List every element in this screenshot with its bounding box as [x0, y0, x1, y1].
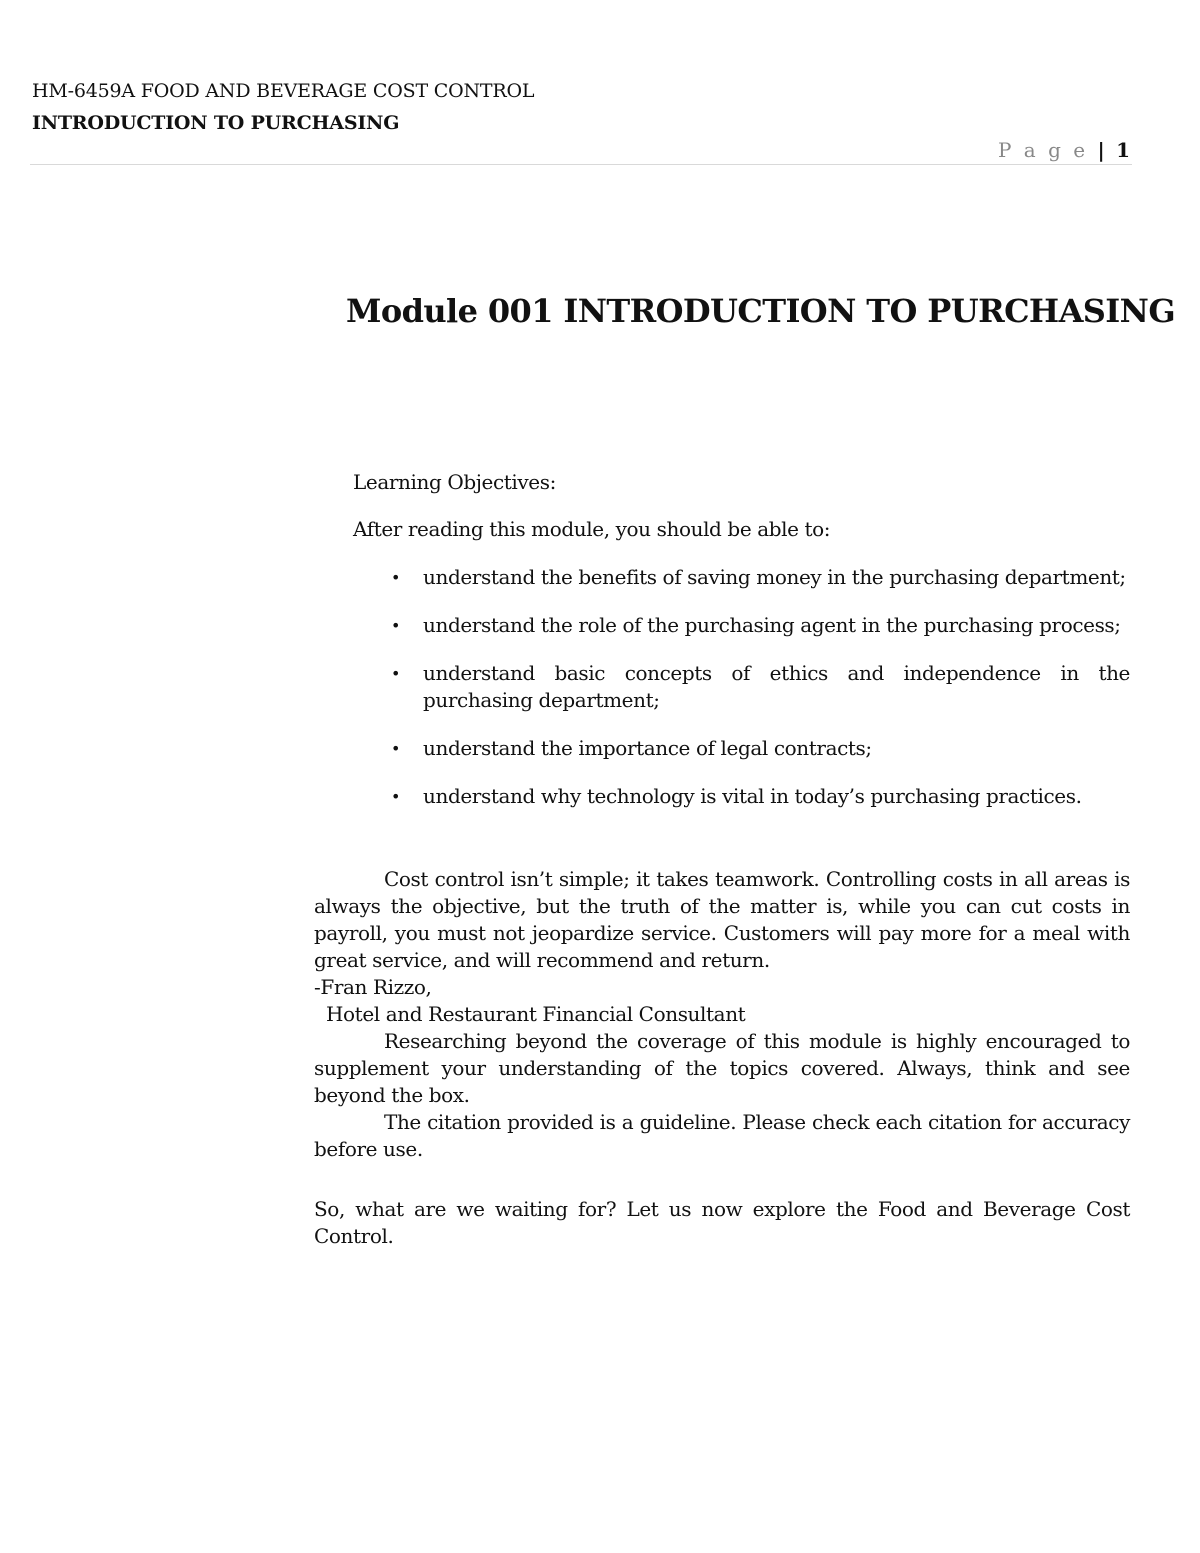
objective-item [385, 735, 1130, 762]
page-number [998, 138, 1130, 162]
objectives-heading: Learning Objectives: [353, 470, 556, 494]
objectives-list [385, 564, 1130, 831]
closing-paragraph: So, what are we waiting for? Let us now explore the Food and Beverage Cost Control. [314, 1197, 1130, 1248]
body-section [314, 866, 1130, 1163]
bullet-icon: • [391, 787, 401, 806]
header-divider [30, 164, 1132, 165]
objective-text: understand the role of the purchasing agent in the purchasing process; [423, 613, 1121, 637]
closing-section [314, 1196, 1130, 1250]
bullet-icon: • [391, 739, 401, 758]
objective-item [385, 660, 1130, 714]
objectives-intro: After reading this module, you should be able to: [353, 517, 831, 541]
page-label: P a g e [997, 138, 1089, 162]
page-separator: | [1097, 138, 1105, 162]
quote-author-role: Hotel and Restaurant Financial Consultant [326, 1002, 746, 1026]
objective-text: understand the importance of legal contracts; [423, 736, 872, 760]
objective-item [385, 612, 1130, 639]
objective-text: understand why technology is vital in today’s purchasing practices. [423, 784, 1082, 808]
quote-author: -Fran Rizzo, [314, 975, 432, 999]
page-number-value: 1 [1116, 138, 1130, 162]
bullet-icon: • [391, 664, 401, 683]
research-paragraph: Researching beyond the coverage of this module is highly encouraged to supplement your understanding of the topics covered. Always, think and see beyond the box. [314, 1029, 1130, 1107]
objective-text: understand the benefits of saving money in the purchasing department; [423, 565, 1126, 589]
objective-item [385, 564, 1130, 591]
citation-paragraph: The citation provided is a guideline. Please check each citation for accuracy before use. [314, 1110, 1130, 1161]
topic-header: INTRODUCTION TO PURCHASING [32, 112, 400, 134]
course-header: HM-6459A FOOD AND BEVERAGE COST CONTROL [32, 80, 535, 102]
module-title: Module 001 INTRODUCTION TO PURCHASING [346, 292, 1176, 330]
objective-item [385, 783, 1130, 810]
quote-paragraph: Cost control isn’t simple; it takes teamwork. Controlling costs in all areas is always the objective, but the truth of the matter is, while you can cut costs in payroll, you must not jeopardize service. Customers will pay more for a meal with great service, and will recommend and return. [314, 867, 1130, 972]
objective-text: understand basic concepts of ethics and independence in the purchasing department; [423, 661, 1130, 712]
bullet-icon: • [391, 616, 401, 635]
bullet-icon: • [391, 568, 401, 587]
